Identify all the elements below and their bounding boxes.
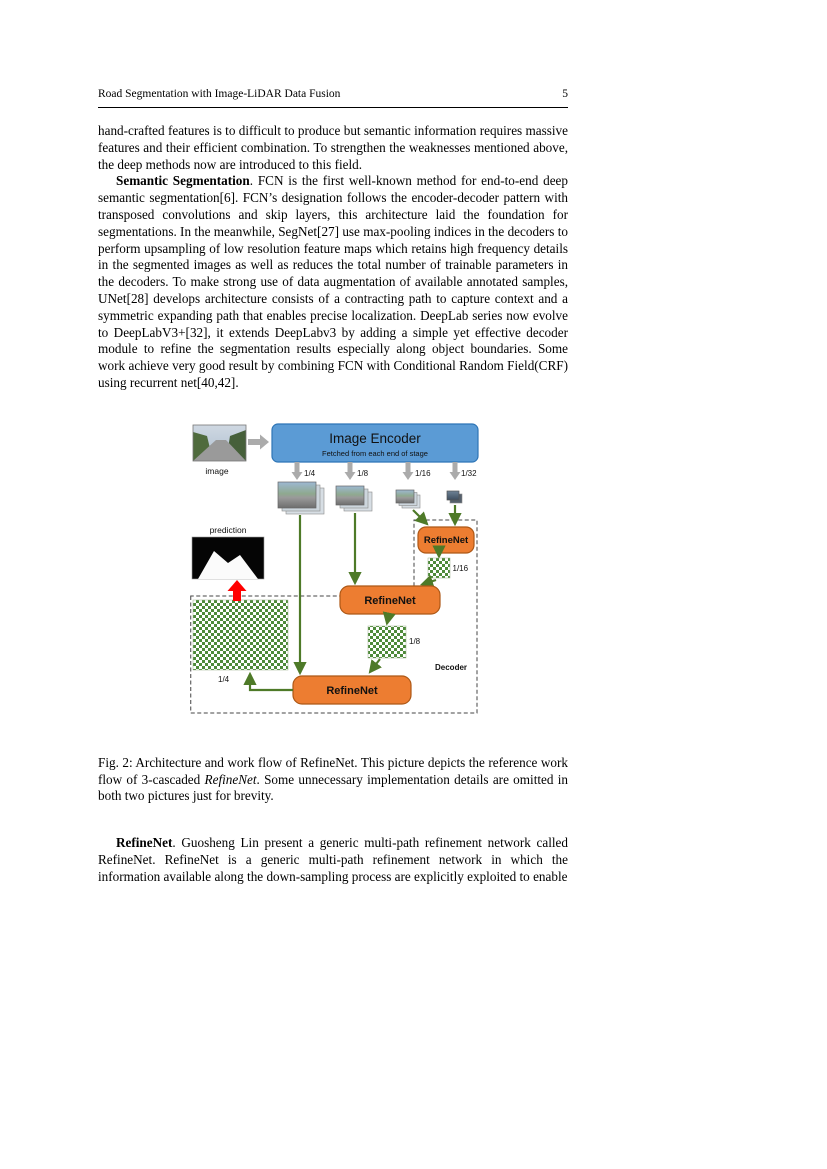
image-label: image xyxy=(205,465,229,476)
feature-stack-1-8 xyxy=(336,486,372,511)
downsample-arrow-1-16 xyxy=(403,462,414,480)
input-street-photo xyxy=(193,425,246,461)
checker-output-1-16 xyxy=(428,558,450,578)
paragraph-2-text: . FCN is the first well-known method for end-to-end deep semantic segmentation[6]. FCN’s designation follows the encoder-decoder pattern with transposed convolutions and skip layers, this architecture laid the foundation for segmentations. In the meanwhile, SegNet[27] use max-pooling indices in the decoders to perform upsampling of low resolution feature maps which retains high frequency details in the segmented images as well as reduces the total number of trainable parameters in the decoders. To make strong use of data augmentation of available annotated samples, UNet[28] develops architecture consists of a contracting path to capture context and a symmetric expanding path that enables precise localization. DeepLab series now evolve to DeepLabV3+[32], it extends DeepLabv3 by adding a simple yet effective decoder module to refine the segmentation results especially along object boundaries. Some work achieve very good result by combining FCN with Conditional Random Field(CRF) using recurrent net[40,42]. xyxy=(98,173,568,390)
scale-label-1-4: 1/4 xyxy=(304,468,316,478)
paragraph-lead-semantic-segmentation: Semantic Segmentation xyxy=(116,173,250,189)
running-title: Road Segmentation with Image-LiDAR Data Fusion xyxy=(98,88,341,100)
page-number: 5 xyxy=(562,88,568,100)
refinenet-label-1: RefineNet xyxy=(423,534,469,546)
downsample-arrow-1-32 xyxy=(450,462,461,480)
downsample-arrow-1-8 xyxy=(345,462,356,480)
output-label-1-4: 1/4 xyxy=(218,674,230,684)
running-header xyxy=(98,88,568,108)
checker-output-1-4 xyxy=(193,600,288,670)
caption-math-refinenet: RefineNet xyxy=(204,771,257,787)
scale-label-1-32: 1/32 xyxy=(461,468,477,478)
flow-arrow-output8-to-refinenet3 xyxy=(370,659,380,672)
feature-stack-1-4 xyxy=(278,482,324,514)
refinenet-label-3: RefineNet xyxy=(326,684,378,697)
refinenet-box-1 xyxy=(418,527,474,553)
scale-label-1-8: 1/8 xyxy=(357,468,369,478)
image-encoder-box xyxy=(272,424,478,462)
flow-arrow-refinenet2-to-output8 xyxy=(387,614,389,624)
output-label-1-16: 1/16 xyxy=(452,563,469,573)
body-text xyxy=(98,123,568,392)
paragraph-lead-refinenet: RefineNet xyxy=(116,835,173,851)
encoder-subtitle: Fetched from each end of stage xyxy=(322,448,428,458)
body-paragraph-2 xyxy=(98,173,568,391)
prediction-image xyxy=(192,537,264,579)
flow-arrow-output16-to-refinenet2 xyxy=(422,580,436,585)
feature-stack-1-16 xyxy=(396,490,420,508)
checker-output-1-8 xyxy=(368,626,406,658)
input-arrow xyxy=(248,434,269,449)
red-upsample-arrow xyxy=(228,580,247,601)
downsample-arrow-1-4 xyxy=(292,462,303,480)
decoder-label: Decoder xyxy=(435,662,468,672)
refinenet-box-3 xyxy=(293,676,411,704)
refinenet-label-2: RefineNet xyxy=(364,594,416,607)
figure-2 xyxy=(190,420,480,721)
refinenet-box-2 xyxy=(340,586,440,614)
text-column xyxy=(98,88,568,886)
body-paragraph-3 xyxy=(98,835,568,885)
prediction-label: prediction xyxy=(209,524,247,535)
flow-arrow-feature16-to-refinenet1 xyxy=(413,510,427,524)
caption-text-1: Fig. 2: Architecture and work flow of RefineNet. This picture depicts the reference work flow of 3-cascaded xyxy=(98,754,568,787)
feature-stack-1-32 xyxy=(447,491,462,503)
output-label-1-8: 1/8 xyxy=(409,636,421,646)
scale-label-1-16: 1/16 xyxy=(415,468,431,478)
paragraph-3-text: . Guosheng Lin present a generic multi-path refinement network called RefineNet. RefineNet is a generic multi-path refinement network in which the information available along the down-sampling process are explicitly exploited to enable xyxy=(98,835,568,884)
body-paragraph-1: hand-crafted features is to difficult to produce but semantic information requires massive features and their efficient combination. To strengthen the weaknesses mentioned above, the deep methods now are introduced to this field. xyxy=(98,123,568,172)
figure-caption xyxy=(98,755,568,805)
flow-arrow-refinenet3-to-output4 xyxy=(250,674,293,690)
refinenet-architecture-diagram xyxy=(190,420,480,716)
encoder-title: Image Encoder xyxy=(329,430,421,446)
caption-text-2: . Some unnecessary implementation details are omitted in both two pictures just for brevity. xyxy=(98,771,568,804)
